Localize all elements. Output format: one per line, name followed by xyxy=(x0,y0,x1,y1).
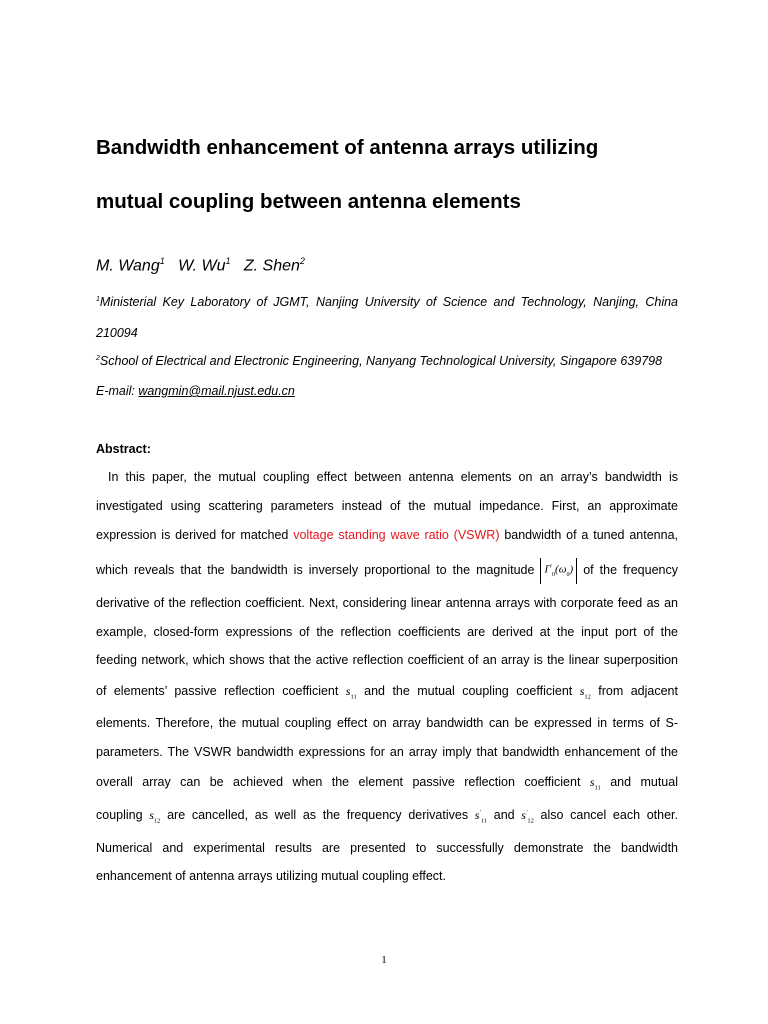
abstract-line: In this paper, the mutual coupling effect between antenna elements on an array’s bandwidth is xyxy=(108,470,678,484)
s-letter: s xyxy=(345,684,351,698)
abstract-line: enhancement of antenna arrays utilizing mutual coupling effect. xyxy=(96,869,446,883)
subscript: 12 xyxy=(584,693,591,701)
author-affiliation-mark: 1 xyxy=(225,256,231,266)
title-line-1: Bandwidth enhancement of antenna arrays utilizing xyxy=(96,136,599,159)
s12-symbol xyxy=(579,684,591,701)
author-name: M. Wang xyxy=(96,257,160,275)
abstract-line xyxy=(96,684,678,700)
abstract-text: bandwidth of a tuned antenna, xyxy=(499,528,678,542)
author-list xyxy=(96,256,305,275)
affiliation-2 xyxy=(96,354,662,368)
abstract-text: are cancelled, as well as the frequency derivatives xyxy=(160,808,475,822)
abstract-text: expression is derived for matched xyxy=(96,528,294,542)
subscript: 12 xyxy=(153,817,161,825)
s11-symbol xyxy=(589,775,601,792)
prime-mark: ' xyxy=(550,564,553,570)
abstract-line: derivative of the reflection coefficient. Next, considering linear antenna arrays with corporate feed as an xyxy=(96,596,678,610)
s11-prime-symbol xyxy=(474,808,488,825)
title-line-2: mutual coupling between antenna elements xyxy=(96,190,521,213)
abstract-text: of the frequency xyxy=(577,563,678,578)
subscript: 0 xyxy=(552,571,556,578)
s-letter: s xyxy=(579,684,585,698)
abstract-text: from adjacent xyxy=(590,684,678,698)
abstract-line xyxy=(96,775,678,791)
abstract-line xyxy=(96,558,678,584)
prime-mark: ' xyxy=(525,809,528,816)
author-affiliation-mark: 2 xyxy=(299,256,305,266)
abstract-heading: Abstract: xyxy=(96,442,151,456)
abstract-text: and the mutual coupling coefficient xyxy=(356,684,580,698)
author-name: W. Wu xyxy=(178,257,226,275)
vswr-highlight-text: voltage standing wave ratio (VSWR) xyxy=(293,528,500,542)
abstract-line: parameters. The VSWR bandwidth expressions for an array imply that bandwidth enhancement of the xyxy=(96,745,678,759)
abstract-text: of elements’ passive reflection coefficient xyxy=(96,684,346,698)
affiliation-1-line-2: 210094 xyxy=(96,326,138,340)
subscript: 11 xyxy=(350,693,357,701)
abstract-line: example, closed-form expressions of the reflection coefficients are derived at the input port of the xyxy=(96,625,678,639)
email-link[interactable]: wangmin@mail.njust.edu.cn xyxy=(138,384,295,398)
author-name: Z. Shen xyxy=(243,257,300,275)
subscript: 0 xyxy=(566,571,570,578)
author-affiliation-mark: 1 xyxy=(159,256,165,266)
affiliation-mark: 2 xyxy=(96,354,100,362)
affiliation-text: Ministerial Key Laboratory of JGMT, Nanjing University of Science and Technology, Nanjing, China xyxy=(99,295,678,309)
prime-mark: ' xyxy=(479,809,481,816)
affiliation-1-line-1 xyxy=(96,295,678,309)
abstract-text: and xyxy=(487,808,522,822)
affiliation-text: School of Electrical and Electronic Engineering, Nanyang Technological University, Singapore 639798 xyxy=(99,354,663,368)
abstract-line xyxy=(96,528,678,542)
abstract-text: and mutual xyxy=(600,775,678,789)
abstract-text: also cancel each other. xyxy=(533,808,678,822)
subscript: 12 xyxy=(527,817,534,825)
abstract-text: which reveals that the bandwidth is inversely proportional to the magnitude xyxy=(96,563,541,578)
abstract-line: elements. Therefore, the mutual coupling effect on array bandwidth can be expressed in terms of S- xyxy=(96,716,678,730)
s-letter: s xyxy=(521,808,526,822)
email-line xyxy=(96,384,295,398)
subscript: 11 xyxy=(480,817,488,825)
affiliation-mark: 1 xyxy=(96,295,100,303)
s11-symbol xyxy=(345,684,357,701)
s-letter: s xyxy=(474,808,480,822)
abstract-text: overall array can be achieved when the element passive reflection coefficient xyxy=(96,775,590,789)
reflection-derivative-magnitude xyxy=(540,558,577,584)
subscript: 11 xyxy=(594,784,601,792)
email-label: E-mail: xyxy=(96,384,139,398)
s12-prime-symbol xyxy=(521,808,534,825)
abstract-line: investigated using scattering parameters instead of the mutual impedance. First, an approximate xyxy=(96,499,678,513)
abstract-text: coupling xyxy=(96,808,150,822)
gamma-symbol: Γ xyxy=(544,563,551,576)
s12-symbol xyxy=(149,808,161,825)
abstract-line xyxy=(96,808,678,824)
s-letter: s xyxy=(149,808,154,822)
abstract-line: Numerical and experimental results are presented to successfully demonstrate the bandwidth xyxy=(96,841,678,855)
s-letter: s xyxy=(589,775,595,789)
abstract-line: feeding network, which shows that the active reflection coefficient of an array is the linear superposition xyxy=(96,653,678,667)
paren: ) xyxy=(569,563,574,576)
omega-symbol: (ω xyxy=(555,563,567,576)
page-number: 1 xyxy=(381,954,387,966)
